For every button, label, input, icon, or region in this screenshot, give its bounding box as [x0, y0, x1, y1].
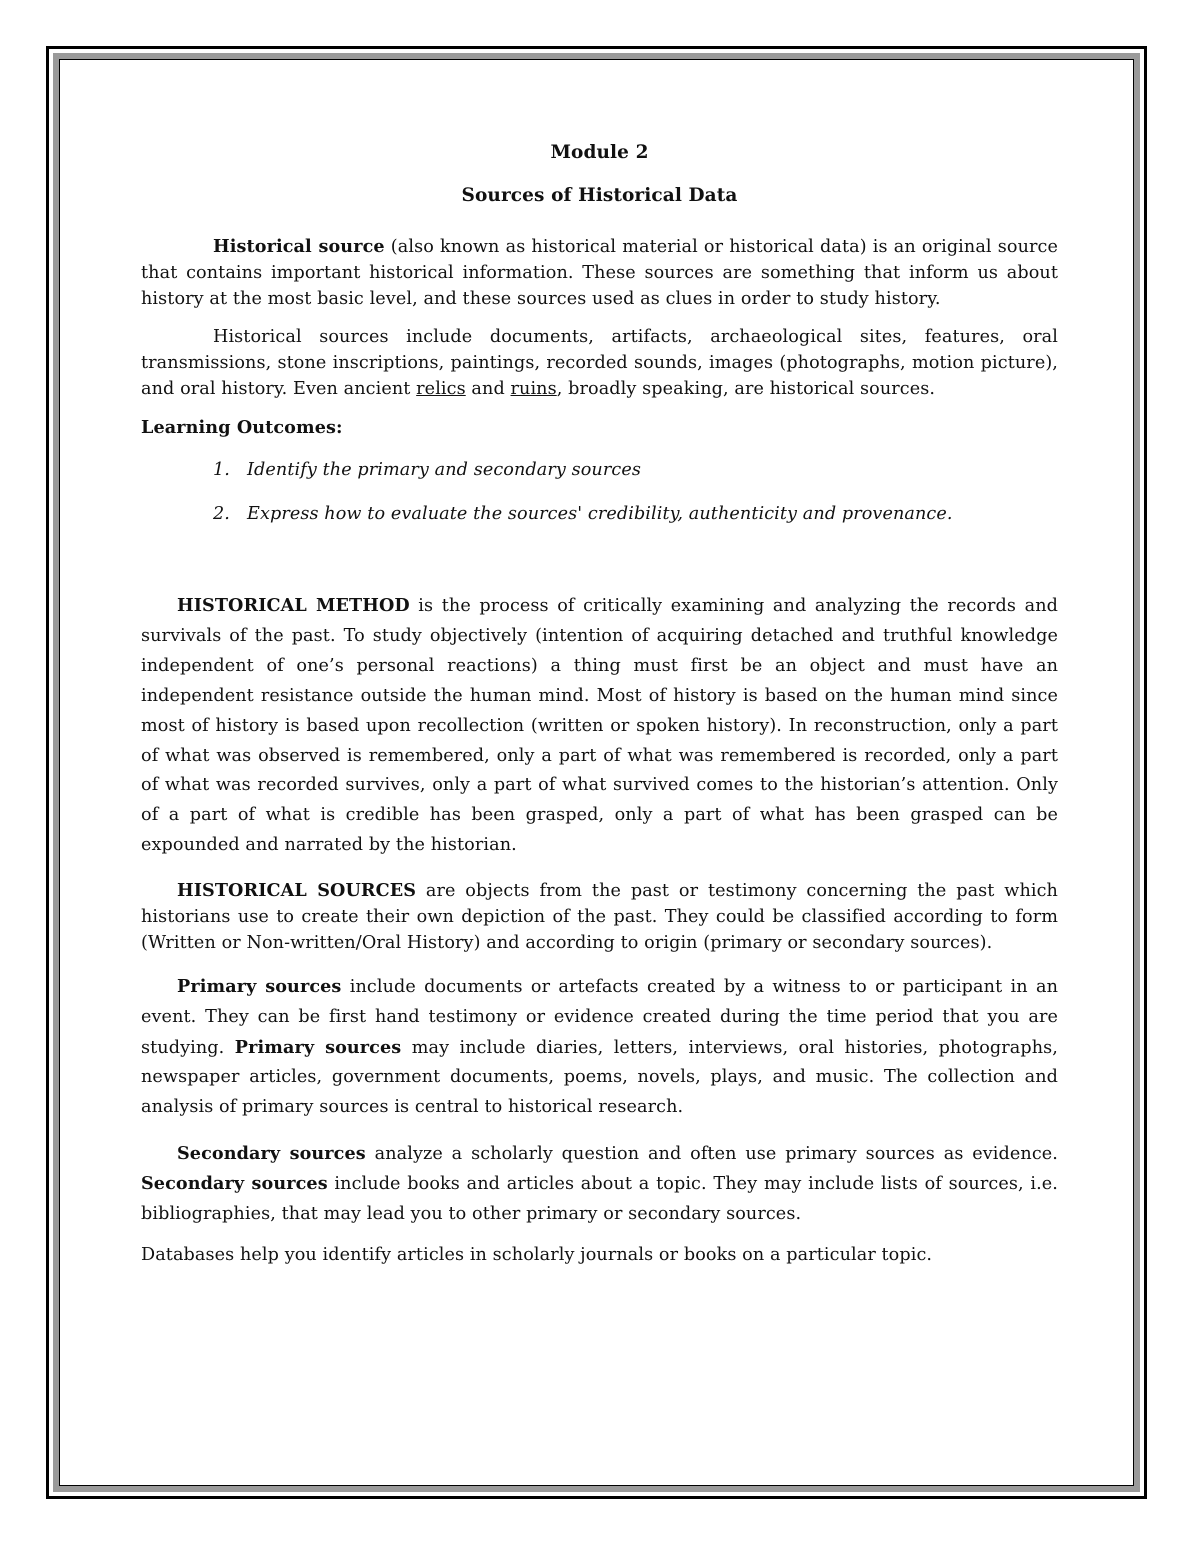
secondary-sources-term-2: Secondary sources	[141, 1173, 328, 1195]
sources-text-b: and	[465, 379, 511, 399]
intro-term: Historical source	[213, 236, 385, 257]
secondary-sources-term: Secondary sources	[177, 1142, 366, 1164]
historical-sources-text: are objects from the past or testimony concerning the past which historians use to create their own depiction of the past. They could be classified according to form (Written or Non-written/Oral History) and according to origin (primary or secondary sources).	[141, 881, 1058, 954]
module-subtitle: Sources of Historical Data	[461, 185, 738, 206]
learning-outcomes-heading: Learning Outcomes:	[141, 417, 343, 438]
historical-method-paragraph	[141, 591, 1058, 861]
intro-paragraph	[141, 234, 1058, 312]
list-item	[141, 457, 1058, 483]
historical-method-term: HISTORICAL METHOD	[177, 595, 410, 616]
historical-method-text: is the process of critically examining and analyzing the records and survivals of the past. To study objectively (intention of acquiring detached and truthful knowledge independent of one’s personal reactions) a thing must first be an object and must have an independent resistance outside the human mind. Most of history is based on the human mind since most of history is based upon recollection (written or spoken history). In reconstruction, only a part of what was observed is remembered, only a part of what was remembered is recorded, only a part of what was recorded survives, only a part of what survived comes to the historian’s attention. Only of a part of what is credible has been grasped, only a part of what has been grasped can be expounded and narrated by the historian.	[141, 596, 1058, 856]
document-content	[141, 140, 1058, 1268]
sources-text-a: Historical sources include documents, artifacts, archaeological sites, features, oral transmissions, stone inscriptions, paintings, recorded sounds, images (photographs, motion picture), and oral history. Even ancient	[141, 327, 1058, 399]
sources-text-c: , broadly speaking, are historical sources.	[556, 379, 936, 399]
list-item-number: 1.	[213, 460, 230, 480]
secondary-sources-text-b: include books and articles about a topic. They may include lists of sources, i.e. bibliographies, that may lead you to other primary or secondary sources.	[141, 1174, 1058, 1225]
secondary-sources-text-a: analyze a scholarly question and often use primary sources as evidence.	[365, 1143, 1058, 1164]
ruins-link[interactable]: ruins	[510, 379, 557, 399]
module-title: Module 2	[550, 142, 649, 163]
primary-sources-text-b: may include diaries, letters, interviews, oral histories, photographs, newspaper articles, government documents, poems, novels, plays, and music. The collection and analysis of primary sources is central to historical research.	[141, 1037, 1058, 1117]
learning-outcomes-list	[141, 457, 1058, 527]
databases-paragraph: Databases help you identify articles in scholarly journals or books on a particular topic.	[141, 1244, 933, 1265]
intro-text: (also known as historical material or historical data) is an original source that contains important historical information. These sources are something that inform us about history at the most basic level, and these sources used as clues in order to study history.	[141, 237, 1058, 309]
historical-sources-paragraph	[141, 878, 1058, 956]
primary-sources-term-2: Primary sources	[234, 1036, 402, 1058]
primary-sources-paragraph	[141, 972, 1058, 1123]
secondary-sources-paragraph	[141, 1139, 1058, 1230]
list-item-text: Express how to evaluate the sources' credibility, authenticity and provenance.	[247, 504, 953, 524]
list-item	[141, 501, 1058, 527]
sources-paragraph	[141, 324, 1058, 402]
historical-sources-term: HISTORICAL SOURCES	[177, 880, 417, 902]
relics-link[interactable]: relics	[416, 379, 466, 399]
primary-sources-term: Primary sources	[177, 976, 342, 998]
list-item-text: Identify the primary and secondary sources	[247, 460, 641, 480]
list-item-number: 2.	[213, 504, 230, 524]
primary-sources-text-a: include documents or artefacts created by a witness to or participant in an event. They can be first hand testimony or evidence created during the time period that you are studying.	[141, 977, 1059, 1058]
